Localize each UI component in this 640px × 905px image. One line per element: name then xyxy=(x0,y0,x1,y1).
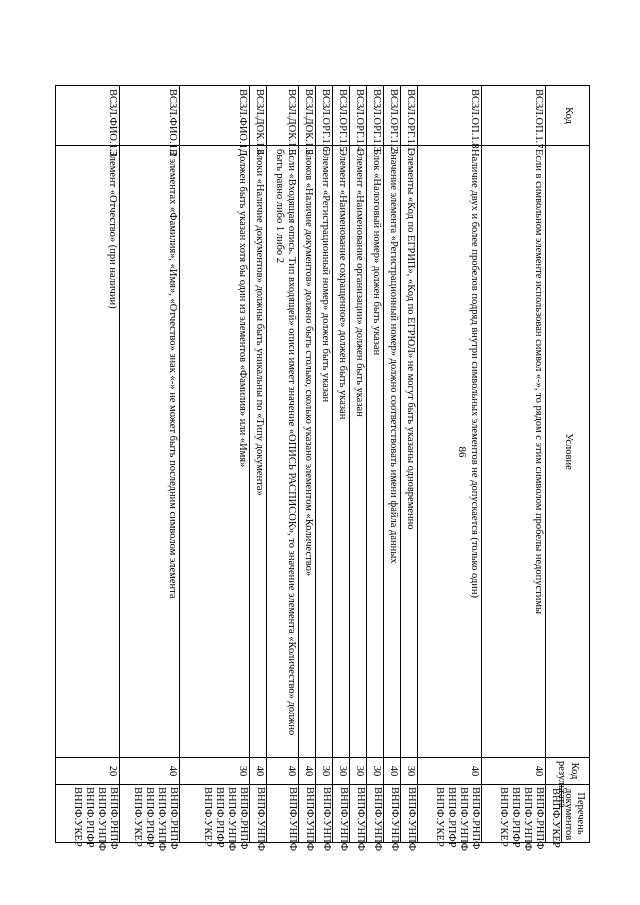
page-number: 86 xyxy=(456,446,468,458)
row-condition: Если в символьном элементе использован символ «-», то рядом с этим символом пробелы недопустимы xyxy=(482,146,546,758)
table-row xyxy=(267,86,299,843)
document-code: ВНПФ.УНПФ xyxy=(406,787,417,851)
document-code: ВНПФ.УНПФ xyxy=(287,787,298,851)
row-code: ВСЗЛ.ОП.1.8 xyxy=(418,86,482,146)
row-documents xyxy=(267,785,299,851)
table-row xyxy=(180,86,250,843)
document-code: ВНПФ.УНПФ xyxy=(95,787,107,851)
document-code: ВНПФ.УКЕР xyxy=(131,787,143,847)
table-row xyxy=(418,86,482,843)
row-condition: Блок «Налоговый номер» должен быть указан xyxy=(367,146,384,758)
document-code: ВНПФ.УНПФ xyxy=(389,787,400,851)
table-row xyxy=(56,86,120,843)
row-condition: Значение элемента «Регистрационный номер» должно соответствовать имени файла данных xyxy=(384,146,401,758)
row-documents xyxy=(367,785,384,851)
row-code: ВСЗЛ.ДОК.1.2 xyxy=(299,86,316,146)
document-code: ВНПФ.РНПФ xyxy=(108,787,119,850)
header-documents-label: Перечень документов xyxy=(563,788,587,841)
document-code: ВНПФ.УКЕР xyxy=(497,787,509,847)
row-result-code: 40 xyxy=(482,758,546,785)
document-code: ВНПФ.РНПФ xyxy=(470,787,481,850)
document-code: ВНПФ.УНПФ xyxy=(521,787,533,851)
document-code: ВНПФ.УКЕР xyxy=(433,787,445,847)
header-condition: Условие xyxy=(546,146,590,758)
row-condition: Наличие двух и более пробелов подряд внутри символьных элементов не допускается (только один) xyxy=(418,146,482,758)
table-row xyxy=(401,86,418,843)
document-code: ВНПФ.УКЕР xyxy=(71,787,83,847)
document-code: ВНПФ.УНПФ xyxy=(255,787,266,851)
row-code: ВСЗЛ.ОРГ.1.5 xyxy=(333,86,350,146)
row-code: ВСЗЛ.ДОК.1.4 xyxy=(250,86,267,146)
row-documents xyxy=(180,785,250,851)
row-result-code: 40 xyxy=(299,758,316,785)
row-code: ВСЗЛ.ФИО.1.3 xyxy=(56,86,120,146)
row-condition: Элементы «Код по ЕГРИП», «Код по ЕГРЮЛ» не могут быть указаны одновременно xyxy=(401,146,418,758)
document-code: ВНПФ.УНПФ xyxy=(457,787,469,851)
row-result-code: 40 xyxy=(418,758,482,785)
document-code: ВНПФ.РПФР xyxy=(509,787,521,848)
row-code: ВСЗЛ.ФИО.1.1 xyxy=(180,86,250,146)
document-code: ВНПФ.УНПФ xyxy=(355,787,366,851)
table-row xyxy=(482,86,546,843)
row-documents xyxy=(482,785,546,851)
header-documents xyxy=(546,785,590,848)
row-documents xyxy=(401,785,418,851)
document-code: ВНПФ.РПФР xyxy=(213,787,225,848)
row-code: ВСЗЛ.ДОК.1.3 xyxy=(267,86,299,146)
row-result-code: 30 xyxy=(333,758,350,785)
row-code: ВСЗЛ.ОРГ.1.6 xyxy=(316,86,333,146)
row-result-code: 30 xyxy=(180,758,250,785)
document-code: ВНПФ.УКЕР xyxy=(201,787,213,847)
row-result-code: 20 xyxy=(56,758,120,785)
row-code: ВСЗЛ.ОП.1.7 xyxy=(482,86,546,146)
row-documents xyxy=(120,785,180,851)
table-row xyxy=(250,86,267,843)
row-code: ВСЗЛ.ФИО.1.2 xyxy=(120,86,180,146)
row-result-code: 40 xyxy=(120,758,180,785)
row-condition: Блоки «Наличие документов» должны быть уникальны по «Типу документа» xyxy=(250,146,267,758)
document-code: ВНПФ.УНПФ xyxy=(372,787,383,851)
row-documents xyxy=(384,785,401,851)
row-condition: Элемент «Наименование сокращенное» должен быть указан xyxy=(333,146,350,758)
document-code: ВНПФ.РПФР xyxy=(445,787,457,848)
row-code: ВСЗЛ.ОРГ.1.2 xyxy=(384,86,401,146)
row-result-code: 30 xyxy=(367,758,384,785)
row-condition: Элемент «Наименование организации» должен быть указан xyxy=(350,146,367,758)
validation-rules-table xyxy=(55,85,590,851)
document-code: ВНПФ.РНПФ xyxy=(238,787,249,850)
document-code: ВНПФ.РНПФ xyxy=(534,787,545,850)
table-row xyxy=(299,86,316,843)
document-code: ВНПФ.УНПФ xyxy=(338,787,349,851)
table-header-row xyxy=(546,86,590,843)
row-documents xyxy=(333,785,350,851)
row-condition: Должен быть указан хотя бы один из элементов «Фамилия» или «Имя» xyxy=(180,146,250,758)
row-code: ВСЗЛ.ОРГ.1.3 xyxy=(367,86,384,146)
document-code: ВНПФ.УНПФ xyxy=(155,787,167,851)
table-row xyxy=(350,86,367,843)
table-row xyxy=(384,86,401,843)
row-documents xyxy=(418,785,482,851)
header-result-code: Код результата xyxy=(546,758,590,785)
row-condition: Если «Входящая опись. Тип входящей» описи имеет значение «ОПИСЬ РАСПИСОК», то значение элемента «Количество» должно быть равно либо 1 либо 2 xyxy=(267,146,299,758)
row-condition: Блоков «Наличие документов» должно быть столько, сколько указано элементом «Количество» xyxy=(299,146,316,758)
row-documents xyxy=(56,785,120,851)
row-documents xyxy=(250,785,267,851)
row-result-code: 30 xyxy=(350,758,367,785)
table-body xyxy=(56,86,546,851)
row-condition: Элемент «Отчество» (при наличии) xyxy=(56,146,120,758)
document-code: ВНПФ.УНПФ xyxy=(304,787,315,851)
row-result-code: 40 xyxy=(250,758,267,785)
row-documents xyxy=(350,785,367,851)
row-code: ВСЗЛ.ОРГ.1.1 xyxy=(401,86,418,146)
document-code: ВНПФ.УНПФ xyxy=(225,787,237,851)
document-code: ВНПФ.РПФР xyxy=(143,787,155,848)
table-row xyxy=(367,86,384,843)
row-documents xyxy=(316,785,333,851)
document-code: ВНПФ.УНПФ xyxy=(321,787,332,851)
row-condition: В элементах «Фамилия», «Имя», «Отчество» знак «-» не может быть последним символом элемента xyxy=(120,146,180,758)
rotated-table-area xyxy=(71,85,590,851)
row-result-code: 40 xyxy=(384,758,401,785)
document-code: ВНПФ.РПФР xyxy=(83,787,95,848)
table-row xyxy=(120,86,180,843)
row-result-code: 40 xyxy=(267,758,299,785)
row-condition: Элемент «Регистрационный номер» должен быть указан xyxy=(316,146,333,758)
document-code: ВНПФ.РНПФ xyxy=(168,787,179,850)
row-result-code: 30 xyxy=(316,758,333,785)
table-row xyxy=(333,86,350,843)
row-code: ВСЗЛ.ОРГ.1.4 xyxy=(350,86,367,146)
row-result-code: 30 xyxy=(401,758,418,785)
header-code: Код xyxy=(546,86,590,146)
row-documents xyxy=(299,785,316,851)
header-documents-extra: ВНПФ.УКЕР xyxy=(549,785,562,842)
table-row xyxy=(316,86,333,843)
